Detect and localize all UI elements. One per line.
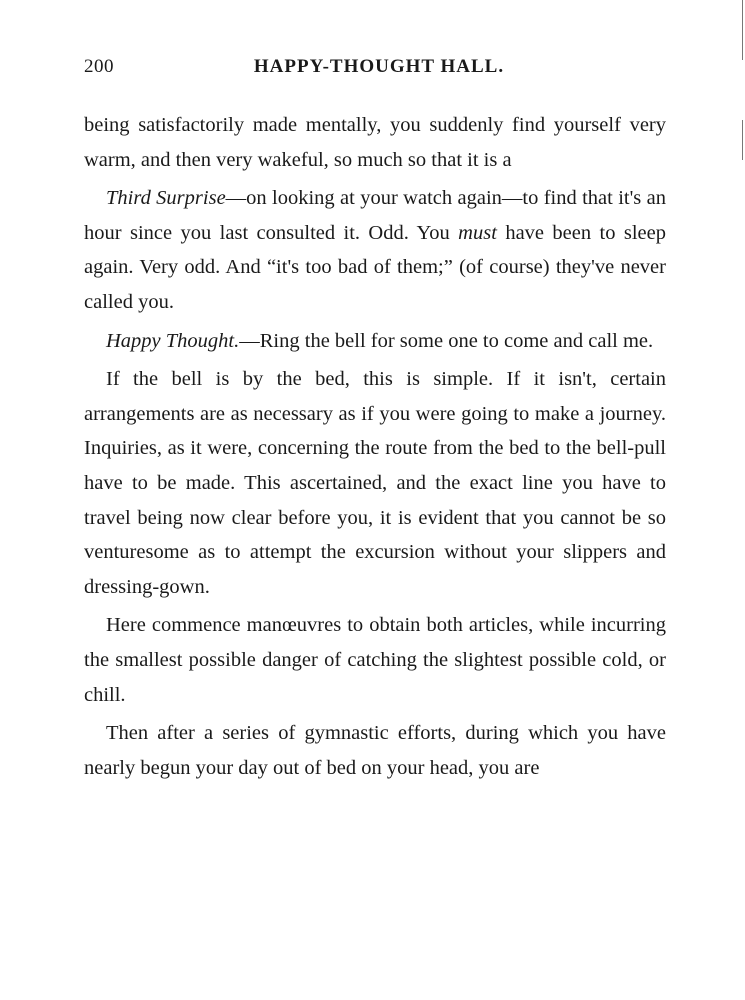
body-text xyxy=(84,108,666,785)
paragraph-3-text: —Ring the bell for some one to come and call me. xyxy=(239,329,654,352)
paragraph-1-text: being satisfactorily made mentally, you suddenly find yourself very warm, and then very wakeful, so much so that it is a xyxy=(84,114,666,171)
paragraph-2-lead-italic: Third Surprise xyxy=(106,187,226,210)
margin-scan-mark-top xyxy=(742,0,743,60)
paragraph-4 xyxy=(84,362,666,604)
paragraph-1 xyxy=(84,108,666,177)
paragraph-5 xyxy=(84,608,666,712)
running-title: HAPPY-THOUGHT HALL. xyxy=(253,56,505,77)
paragraph-6-text: Then after a series of gymnastic efforts, during which you have nearly begun your day out of bed on your head, you are xyxy=(84,722,666,779)
paragraph-2-text: —on looking at your watch again—to find that it's an hour since you last consulted it. Odd. You xyxy=(84,187,666,244)
paragraph-4-text: If the bell is by the bed, this is simple. If it isn't, certain arrangements are as necessary as if you were going to make a journey. Inquiries, as it were, concerning the route from the bed to the bell-pull have to be made. This ascertained, and the exact line you have to travel being now clear before you, it is evident that you cannot be so venturesome as to attempt the excursion without your slippers and dressing-gown. xyxy=(84,368,666,598)
margin-scan-mark-middle xyxy=(742,120,743,160)
paragraph-5-text: Here commence manœuvres to obtain both articles, while incurring the smallest possible danger of catching the slightest possible cold, or chill. xyxy=(84,614,666,706)
page-header xyxy=(84,56,666,86)
paragraph-2-text-after: have been to sleep again. Very odd. And “it's too bad of them;” (of course) they've never called you. xyxy=(84,221,666,313)
paragraph-3-lead-italic: Happy Thought. xyxy=(106,329,240,352)
paragraph-2 xyxy=(84,181,666,319)
paragraph-3 xyxy=(84,324,666,359)
paragraph-6 xyxy=(84,716,666,785)
page-number: 200 xyxy=(84,56,114,77)
paragraph-2-inner-italic: must xyxy=(458,221,497,244)
